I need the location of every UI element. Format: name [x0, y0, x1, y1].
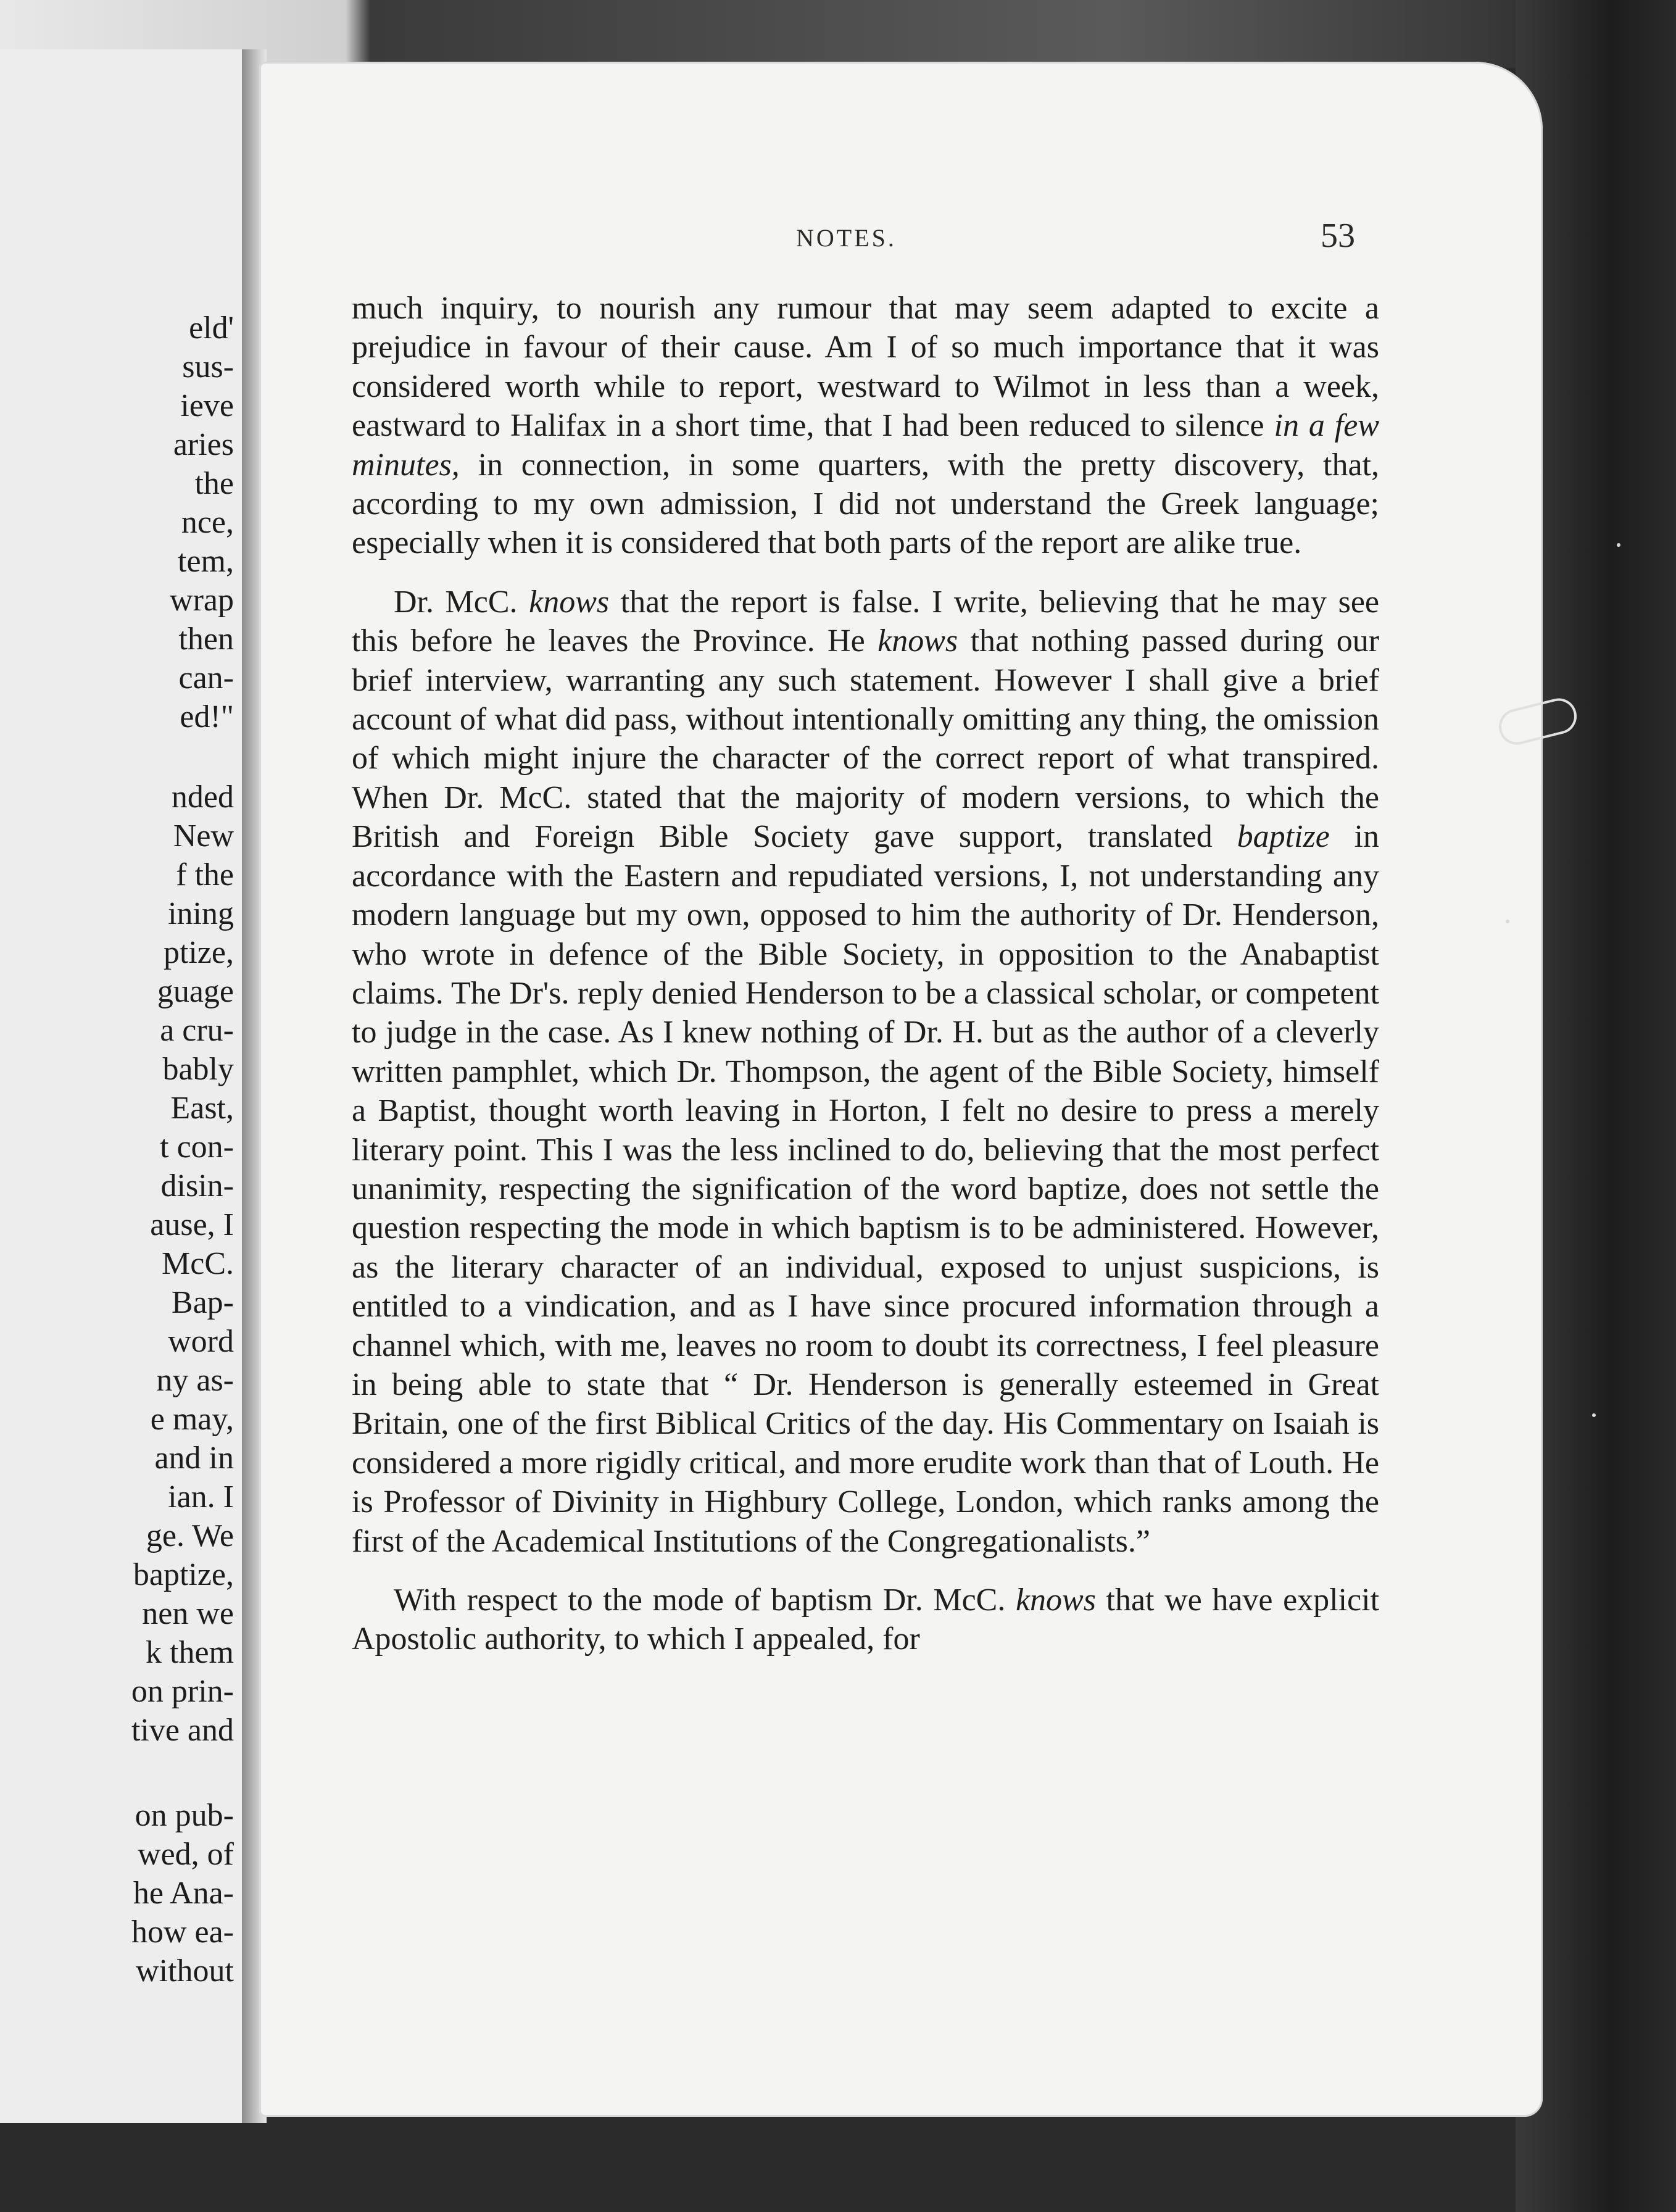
- left-page-fragment-line: then: [178, 622, 234, 657]
- scan-speck: [1617, 543, 1620, 547]
- left-page-fragment-line: he Ana-: [133, 1876, 234, 1911]
- left-page-fragment-line: sus-: [182, 349, 234, 385]
- left-page-fragment-line: can-: [178, 660, 234, 696]
- left-page-fragment-line: ptize,: [163, 935, 234, 970]
- left-page-fragment-line: on prin-: [131, 1674, 234, 1709]
- left-page-fragment-line: East,: [170, 1091, 234, 1126]
- left-page-fragment-line: guage: [157, 974, 234, 1009]
- left-page-fragment-line: f the: [176, 857, 234, 892]
- left-page-fragment-line: eld': [189, 310, 234, 346]
- left-page-fragment-line: ed!": [180, 699, 234, 734]
- paragraph-2-b: that the report is false. I write, believing that he may see this before he leaves the Province. He: [352, 584, 1379, 659]
- left-page-fragment-line: disin-: [160, 1168, 234, 1204]
- left-page-fragment-block-1: [170, 309, 234, 736]
- left-page-fragment-line: t con-: [160, 1129, 234, 1165]
- left-page-fragment-line: e may,: [150, 1402, 234, 1437]
- paragraph-2-italic-knows-2: knows: [877, 623, 958, 659]
- left-page-fragment-line: a cru-: [160, 1013, 234, 1048]
- left-facing-page: [0, 49, 250, 2123]
- left-page-fragment-line: Bap-: [171, 1285, 234, 1320]
- left-page-fragment-line: tive and: [131, 1713, 234, 1748]
- left-page-fragment-line: New: [173, 818, 234, 854]
- page-body: [352, 289, 1379, 1659]
- paragraph-3-a: With respect to the mode of baptism Dr. McC.: [394, 1582, 1006, 1618]
- page-number: 53: [1321, 217, 1355, 255]
- left-page-fragment-line: k them: [146, 1635, 234, 1670]
- left-page-fragment-line: ge. We: [146, 1518, 234, 1553]
- left-page-fragment-line: on pub-: [135, 1798, 234, 1833]
- paragraph-1-text: much inquiry, to nourish any rumour that may seem adapted to excite a prejudice in favour of their cause. Am I of so much importance that it was considered worth while to report, westward to Wilmot in less than a week, eastward to Halifax in a short time, that I had been reduced to silence: [352, 291, 1379, 444]
- left-page-fragment-line: nded: [171, 780, 234, 815]
- left-page-fragment-line: word: [168, 1324, 234, 1359]
- paragraph-1: [352, 289, 1379, 563]
- left-page-fragment-line: wrap: [170, 583, 234, 618]
- paragraph-3-italic-knows: knows: [1015, 1582, 1096, 1618]
- left-page-fragment-line: ian. I: [168, 1479, 234, 1515]
- scan-speck: [1506, 920, 1509, 923]
- paragraph-2-c: that nothing passed during our brief interview, warranting any such statement. However I shall give a brief account of what did pass, without intentionally omitting any thing, the omission of which might injure the character of the correct report of what transpired. When Dr. McC. stated that the majority of modern versions, to which the British and Foreign Bible Society gave support, translated: [352, 623, 1380, 855]
- paragraph-2-italic-baptize: baptize: [1237, 819, 1330, 855]
- paragraph-2-a: Dr. McC.: [394, 584, 518, 620]
- page-header: [259, 217, 1543, 267]
- left-page-fragment-line: nce,: [181, 505, 234, 540]
- left-page-fragment-line: without: [136, 1953, 234, 1989]
- left-page-fragment-line: baptize,: [133, 1557, 234, 1592]
- left-page-fragment-line: McC.: [162, 1246, 234, 1281]
- left-page-fragment-line: how ea-: [131, 1915, 234, 1950]
- paragraph-3: [352, 1581, 1379, 1659]
- left-page-fragment-line: ining: [168, 896, 234, 931]
- left-page-fragment-line: tem,: [178, 544, 234, 579]
- paragraph-2-d: in accordance with the Eastern and repudiated versions, I, not understanding any modern language but my own, opposed to him the authority of Dr. Henderson, who wrote in defence of the Bible Society, in opposition to the Anabaptist claims. The Dr's. reply denied Henderson to be a classical scholar, or competent to judge in the case. As I knew nothing of Dr. H. but as the author of a cleverly written pamphlet, which Dr. Thompson, the agent of the Bible Society, himself a Baptist, thought worth leaving in Horton, I felt no desire to press a merely literary point. This I was the less inclined to do, believing that the most perfect unanimity, respecting the signification of the word baptize, does not settle the question respecting the mode in which baptism is to be administered. However, as the literary character of an individual, exposed to unjust suspicions, is entitled to a vindication, and as I have since procured information through a channel which, with me, leaves no room to doubt its correctness, I feel pleasure in being able to state that “ Dr. Henderson is generally esteemed in Great Britain, one of the first Biblical Critics of the day. His Commentary on Isaiah is considered a more rigidly critical, and more erudite work than that of Louth. He is Professor of Divinity in Highbury College, London, which ranks among the first of the Academical Institutions of the Congregationalists.”: [352, 819, 1380, 1559]
- left-page-fragment-line: ny as-: [156, 1363, 234, 1398]
- left-page-fragment-block-3: [131, 1796, 234, 1990]
- left-page-fragment-line: bably: [162, 1052, 234, 1087]
- running-head: NOTES.: [796, 224, 897, 252]
- paragraph-1-end: in connection, in some quarters, with the pretty discovery, that, according to my own admission, I did not understand the Greek language; especially when it is considered that both parts of the report are alike true.: [352, 447, 1379, 561]
- left-page-fragment-line: and in: [154, 1441, 234, 1476]
- left-page-fragment-line: aries: [173, 427, 234, 462]
- paragraph-2: [352, 583, 1379, 1561]
- scan-speck: [1592, 1413, 1596, 1417]
- paragraph-2-italic-knows-1: knows: [529, 584, 610, 620]
- left-page-fragment-line: the: [194, 466, 234, 501]
- left-page-fragment-line: wed, of: [138, 1837, 234, 1872]
- book-page: [259, 62, 1543, 2117]
- left-page-fragment-line: ieve: [180, 388, 234, 423]
- left-page-fragment-line: ause, I: [150, 1207, 234, 1242]
- paragraph-1-italic: in a few minutes,: [352, 408, 1379, 483]
- paragraph-3-b: that we have explicit Apostolic authority, to which I appealed, for: [352, 1582, 1380, 1657]
- left-page-fragment-line: nen we: [142, 1596, 234, 1631]
- left-page-fragment-block-2: [131, 778, 234, 1750]
